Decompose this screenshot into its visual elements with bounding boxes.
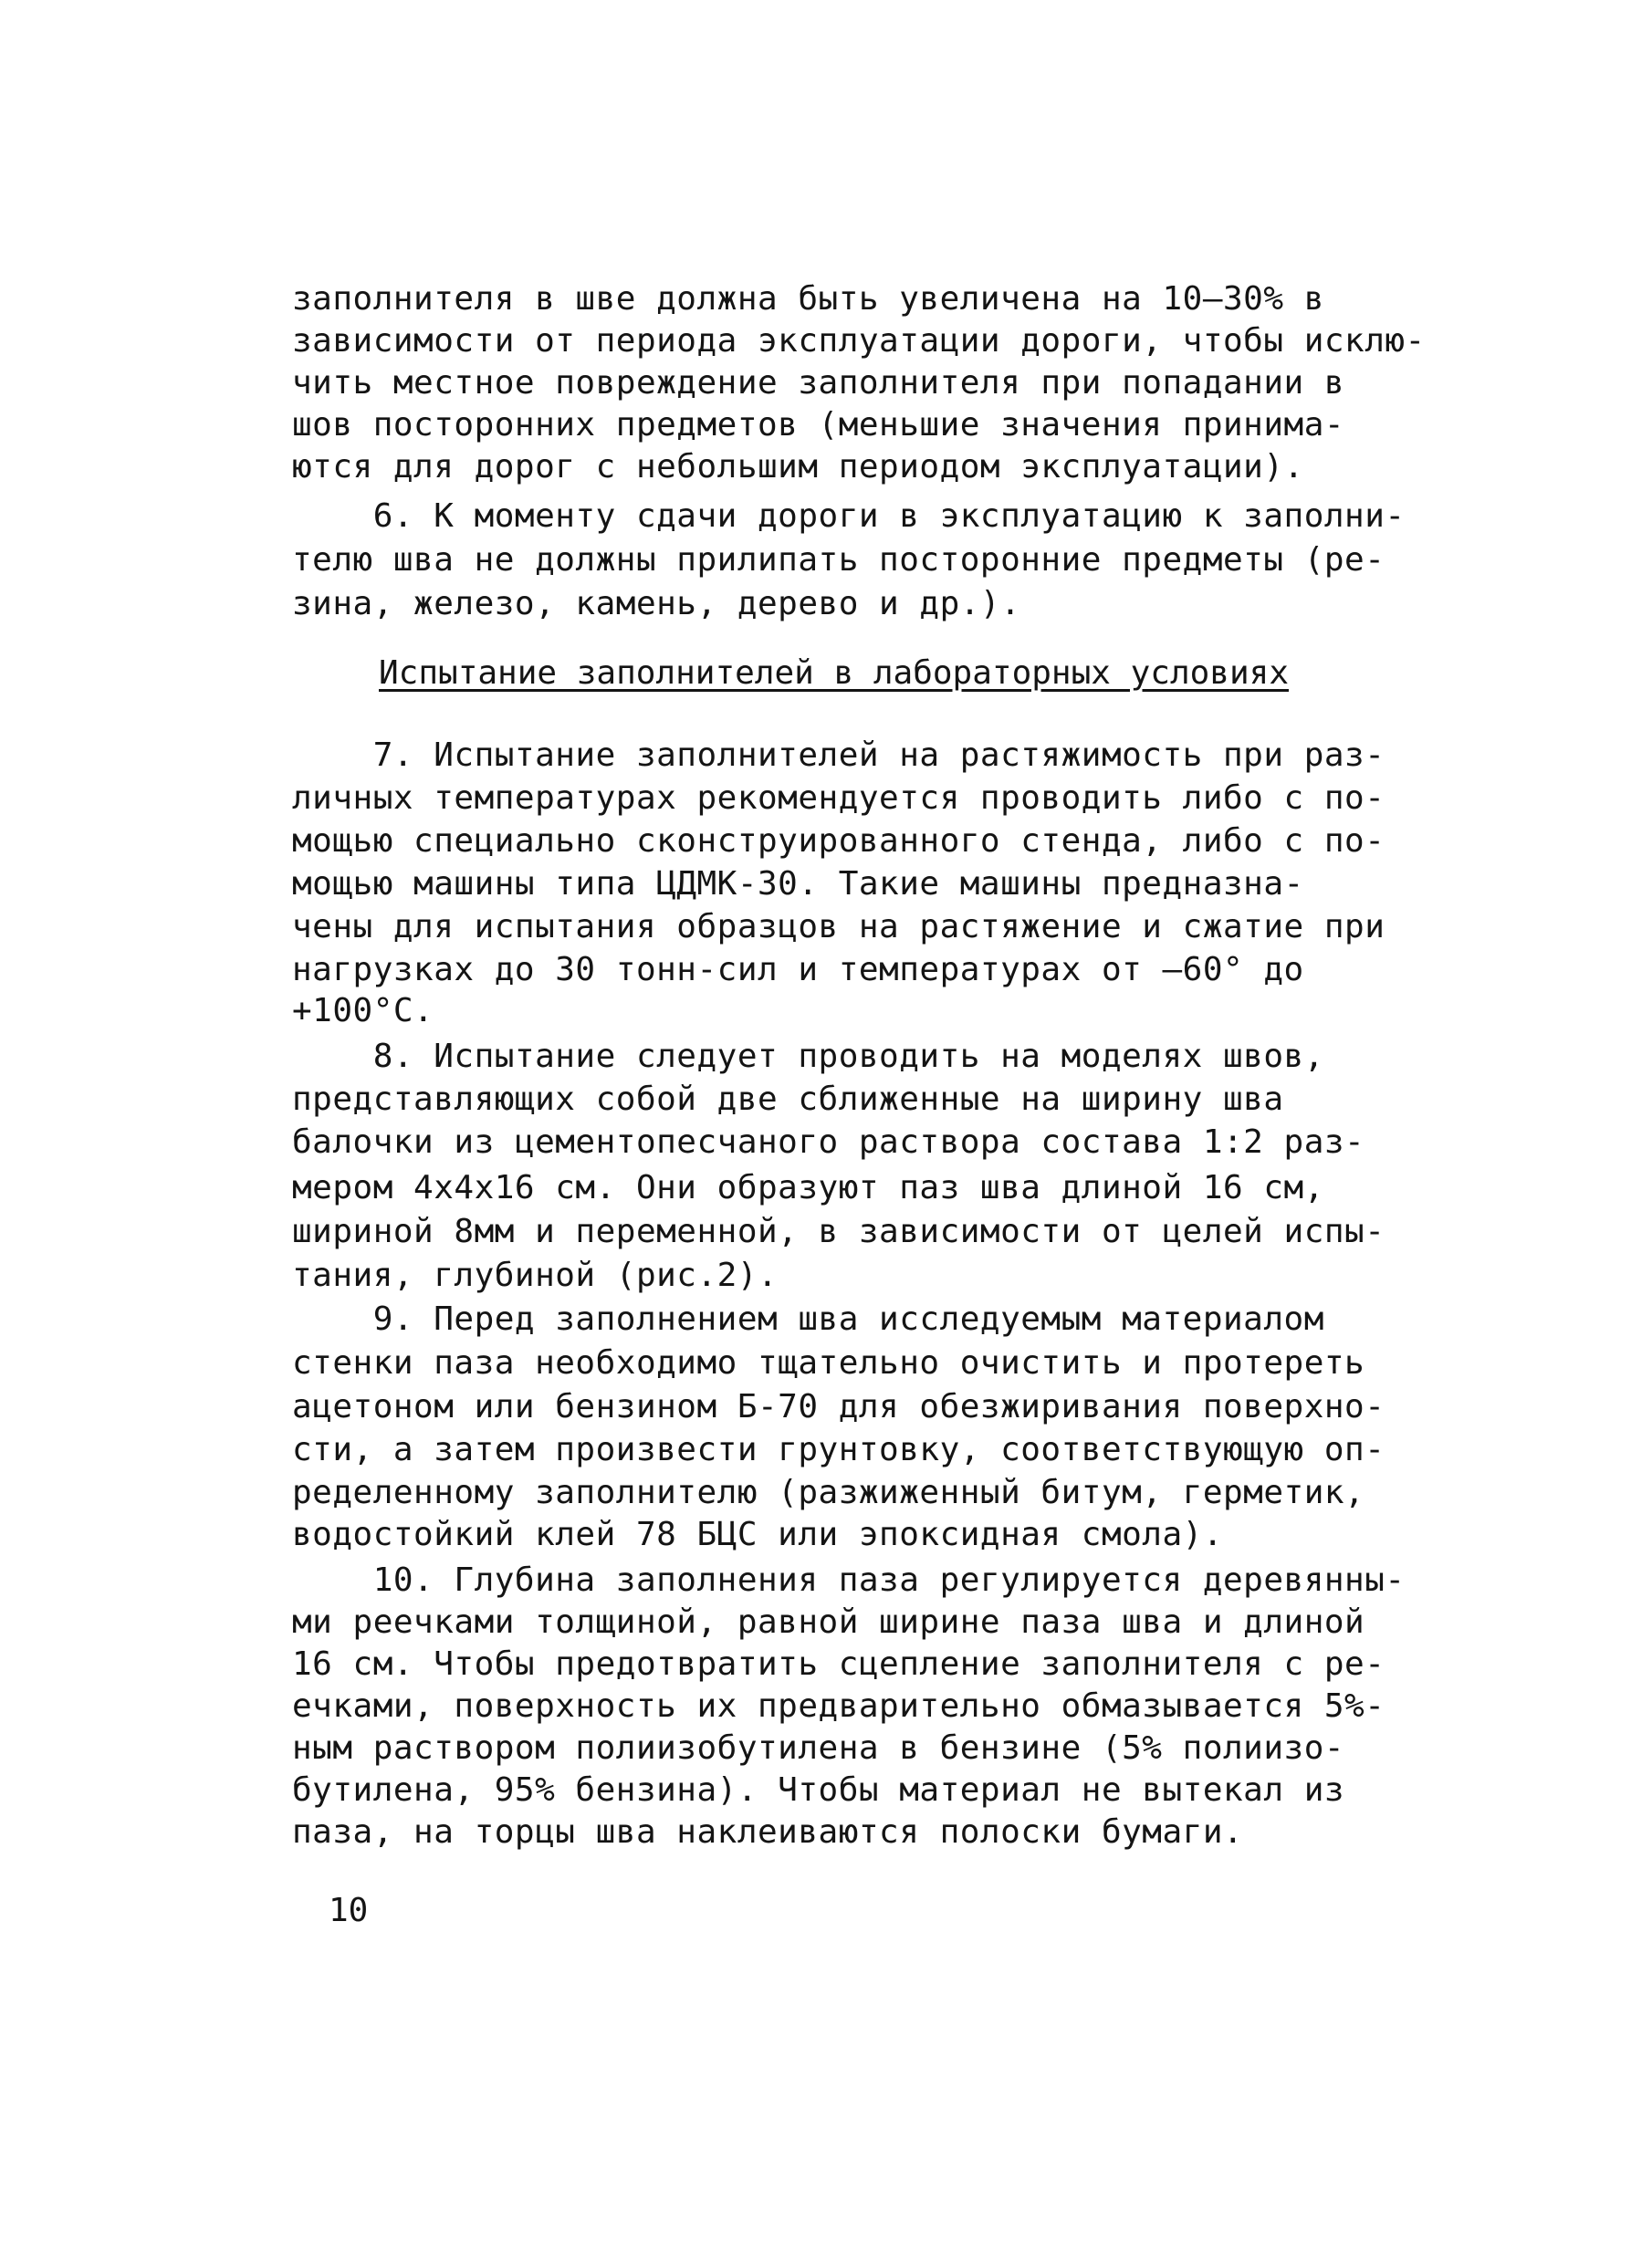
text-line: бутилена, 95% бензина). Чтобы материал не вытекал из	[292, 1771, 1345, 1809]
text-line: 16 см. Чтобы предотвратить сцепление заполнителя с ре-	[292, 1645, 1385, 1683]
text-line: мощью машины типа ЦДМК-30. Такие машины предназна-	[292, 865, 1304, 903]
text-line: паза, на торцы шва наклеиваются полоски бумаги.	[292, 1813, 1244, 1851]
section-heading: Испытание заполнителей в лабораторных условиях	[379, 654, 1289, 692]
text-line: чены для испытания образцов на растяжение и сжатие при	[292, 908, 1385, 945]
text-line: шов посторонних предметов (меньшие значения принима-	[292, 406, 1345, 444]
text-line: телю шва не должны прилипать посторонние предметы (ре-	[292, 541, 1385, 579]
text-line: ми реечками толщиной, равной ширине паза шва и длиной	[292, 1603, 1365, 1641]
text-line: ным раствором полиизобутилена в бензине (5% полиизо-	[292, 1729, 1345, 1767]
text-line: стенки паза необходимо тщательно очистить и протереть	[292, 1344, 1365, 1382]
text-line: мером 4х4х16 см. Они образуют паз шва длиной 16 см,	[292, 1169, 1324, 1206]
text-line: +100°С.	[292, 992, 434, 1029]
text-line: ределенному заполнителю (разжиженный битум, герметик,	[292, 1474, 1365, 1511]
text-line: водостойкий клей 78 БЦС или эпоксидная смола).	[292, 1516, 1223, 1553]
text-line: зина, железо, камень, дерево и др.).	[292, 585, 1021, 622]
text-line: 10. Глубина заполнения паза регулируется деревянны-	[292, 1561, 1406, 1599]
text-line: тания, глубиной (рис.2).	[292, 1257, 779, 1294]
text-line: зависимости от периода эксплуатации дороги, чтобы исклю-	[292, 322, 1426, 360]
text-line: заполнителя в шве должна быть увеличена на 10–30% в	[292, 280, 1324, 318]
text-line: мощью специально сконструированного стенда, либо с по-	[292, 822, 1385, 860]
text-line: 9. Перед заполнением шва исследуемым материалом	[292, 1300, 1324, 1338]
text-line: личных температурах рекомендуется проводить либо с по-	[292, 779, 1385, 817]
text-line: сти, а затем произвести грунтовку, соответствующую оп-	[292, 1431, 1385, 1468]
text-line: 8. Испытание следует проводить на моделях швов,	[292, 1038, 1324, 1075]
page-number: 10	[329, 1892, 369, 1929]
text-line: ются для дорог с небольшим периодом эксплуатации).	[292, 448, 1304, 486]
text-line: 7. Испытание заполнителей на растяжимость при раз-	[292, 736, 1385, 774]
text-line: ечками, поверхность их предварительно обмазывается 5%-	[292, 1687, 1385, 1725]
text-line: нагрузках до 30 тонн-сил и температурах от –60° до	[292, 951, 1304, 988]
text-line: 6. К моменту сдачи дороги в эксплуатацию к заполни-	[292, 497, 1406, 535]
text-line: представляющих собой две сближенные на ширину шва	[292, 1081, 1284, 1118]
text-line: ацетоном или бензином Б-70 для обезжиривания поверхно-	[292, 1388, 1385, 1425]
text-line: балочки из цементопесчаного раствора состава 1:2 раз-	[292, 1123, 1365, 1161]
text-line: чить местное повреждение заполнителя при попадании в	[292, 364, 1345, 402]
text-line: шириной 8мм и переменной, в зависимости от целей испы-	[292, 1213, 1385, 1250]
